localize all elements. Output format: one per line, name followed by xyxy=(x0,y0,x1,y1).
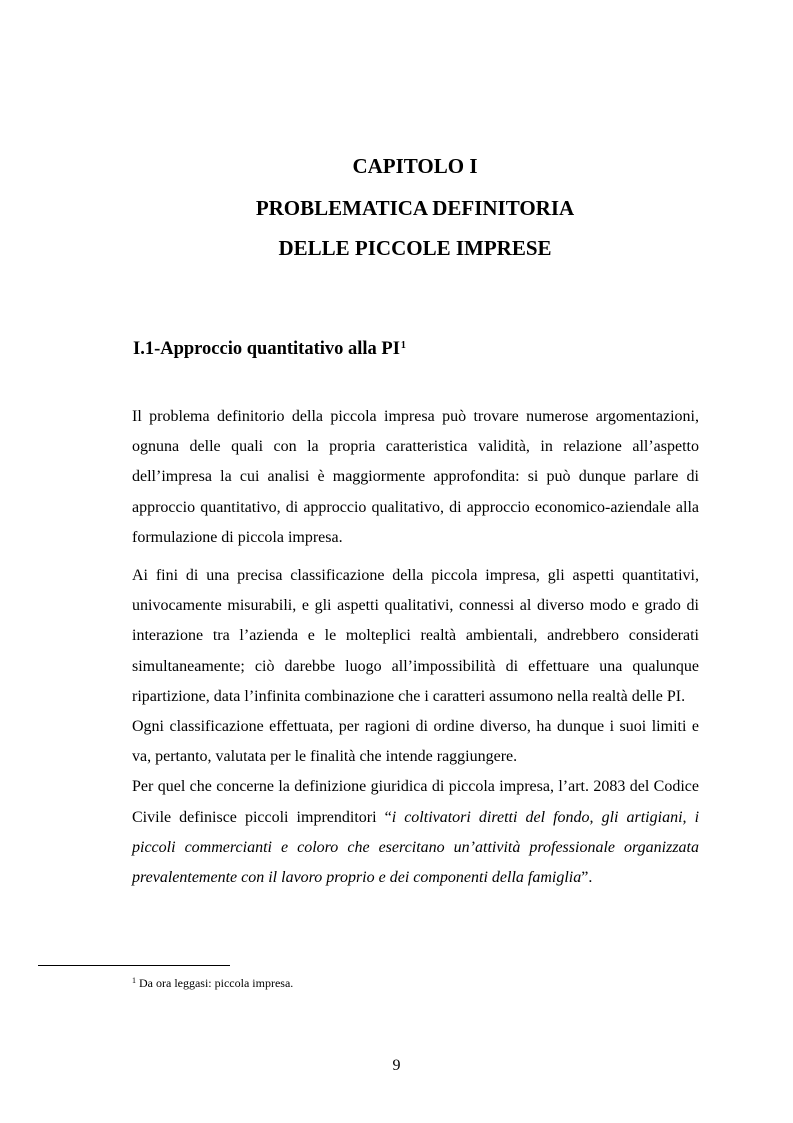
paragraph-4-tail: ”. xyxy=(581,869,593,887)
paragraph-4 xyxy=(132,772,699,893)
page-number: 9 xyxy=(392,1057,401,1074)
chapter-title-line1: PROBLEMATICA DEFINITORIA xyxy=(255,196,575,220)
footnote-text: Da ora leggasi: piccola impresa. xyxy=(139,976,294,990)
chapter-number: CAPITOLO I xyxy=(352,154,478,178)
section-title: I.1-Approccio quantitativo alla PI xyxy=(133,339,400,359)
footnote-reference: 1 xyxy=(400,340,406,351)
paragraph-4-lead: Per quel che concerne la definizione giuridica di piccola impresa, l’art. 2083 del Codice Civile definisce piccoli imprenditori “ xyxy=(132,778,699,826)
body-text xyxy=(132,402,699,893)
footnote-separator xyxy=(38,965,230,966)
paragraph-3: Ogni classificazione effettuata, per ragioni di ordine diverso, ha dunque i suoi limiti e va, pertanto, valutata per le finalità che intende raggiungere. xyxy=(132,718,699,766)
footnote-number: 1 xyxy=(132,976,136,985)
section-heading xyxy=(133,337,406,361)
footnote xyxy=(132,975,293,991)
paragraph-1: Il problema definitorio della piccola impresa può trovare numerose argomentazioni, ognuna delle quali con la propria caratteristica validità, in relazione all’aspetto dell’impresa la cui analisi è maggiormente approfondita: si può dunque parlare di approccio quantitativo, di approccio qualitativo, di approccio economico-aziendale alla formulazione di piccola impresa. xyxy=(132,408,699,546)
paragraph-2: Ai fini di una precisa classificazione della piccola impresa, gli aspetti quantitativi, univocamente misurabili, e gli aspetti qualitativi, connessi al diverso modo e grado di interazione tra l’azienda e le molteplici realtà ambientali, andrebbero considerati simultaneamente; ciò darebbe luogo all’impossibilità di effettuare una qualunque ripartizione, data l’infinita combinazione che i caratteri assumono nella realtà delle PI. xyxy=(132,567,699,705)
civil-code-quote: i coltivatori diretti del fondo, gli artigiani, i piccoli commercianti e coloro che esercitano un’attività professionale organizzata prevalentemente con il lavoro proprio e dei componenti della famiglia xyxy=(132,808,700,887)
chapter-title-line2: DELLE PICCOLE IMPRESE xyxy=(278,236,552,260)
